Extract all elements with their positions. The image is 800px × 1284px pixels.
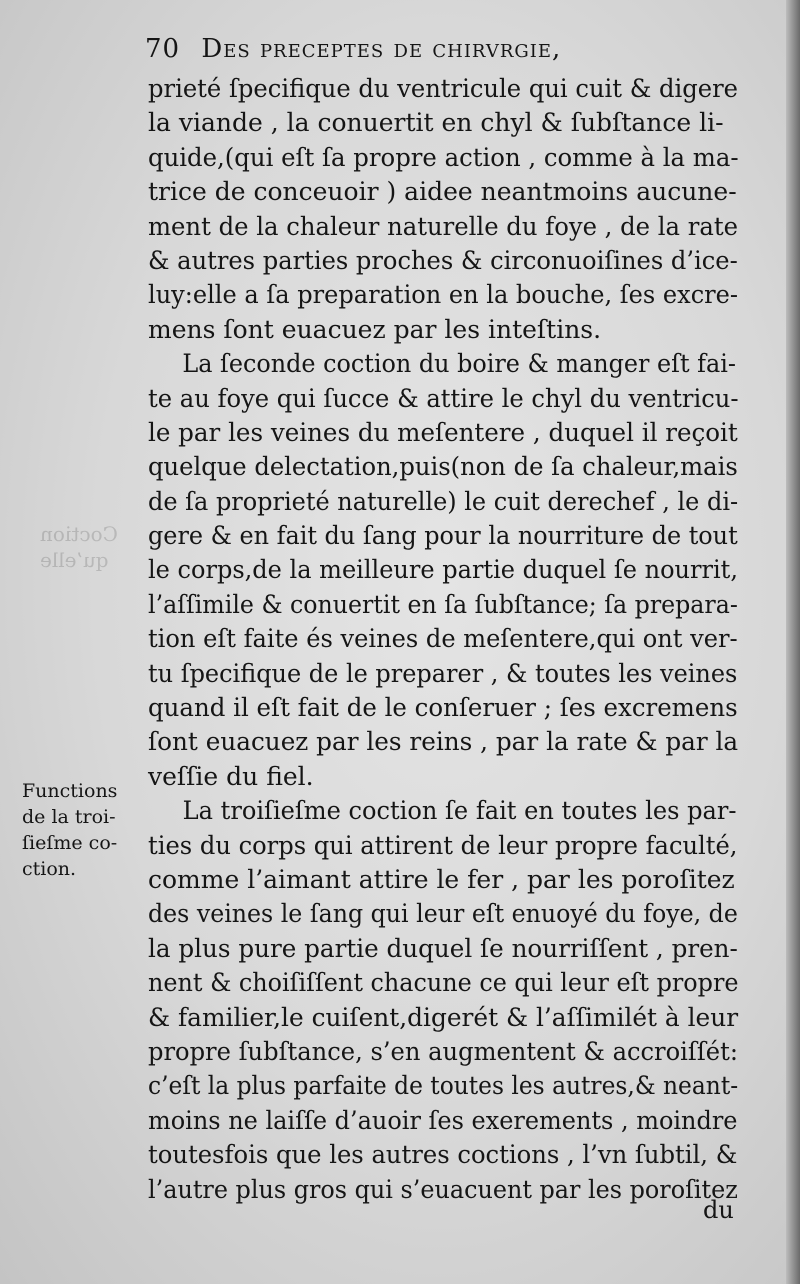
text-line: te au foye qui ſucce & attire le chyl du ventricu- [148,383,739,413]
text-line: le corps,de la meilleure partie duquel ſe nourrit, [148,555,738,585]
text-line: moins ne laiſſe d’auoir ſes exerements , moindre [148,1105,738,1135]
marginal-note-line: Functions [22,780,118,802]
text-line: quelque delectation,puis(non de ſa chaleur,mais [148,452,738,482]
text-line: c’eſt la plus parfaite de toutes les autres,& neant- [148,1071,739,1101]
marginal-note [22,778,137,882]
marginal-note-line: ſieſme co- [22,832,118,854]
marginal-note-line: ction. [22,858,77,880]
text-line: l’aſſimile & conuertit en ſa ſubſtance; ſa prepara- [148,589,738,619]
text-line: toutesfois que les autres coctions , l’vn ſubtil, & [148,1140,738,1170]
text-line: La ſeconde coction du boire & manger eſt fai- [182,349,736,379]
text-line: & autres parties proches & circonuoiſines d’ice- [148,245,738,275]
marginal-note-line: de la troi- [22,806,116,828]
text-line: ment de la chaleur naturelle du foye , de la rate [148,211,739,241]
text-line: de ſa proprieté naturelle) le cuit derechef , le di- [148,486,739,516]
text-line: nent & choiſiſſent chacune ce qui leur eſt propre [148,968,739,998]
text-line: ſont euacuez par les reins , par la rate & par la [148,727,739,757]
text-line: des veines le ſang qui leur eſt enuoyé du foye, de [148,899,738,929]
text-line: quand il eſt fait de le conſeruer ; ſes excremens [148,693,738,723]
text-line: trice de conceuoir ) aidee neantmoins aucune- [148,177,737,207]
text-line: veſſie du fiel. [148,761,314,791]
text-line: La troiſieſme coction ſe fait en toutes les par- [182,796,737,826]
running-title: Des preceptes de chirvrgie, [201,34,562,64]
page-edge [786,0,800,1284]
show-through-text: qu’elle [40,548,109,572]
show-through-text: Coction [40,522,118,546]
text-line: la viande , la conuertit en chyl & ſubſtance li- [148,108,724,138]
text-line: & familier,le cuiſent,digerét & l’aſſimilét à leur [148,1002,739,1032]
text-line: prieté ſpecifique du ventricule qui cuit & digere [148,74,739,103]
text-line: luy:elle a ſa preparation en la bouche, ſes excre- [148,280,739,310]
text-line: gere & en fait du ſang pour la nourriture de tout [148,521,738,551]
text-line: la plus pure partie duquel ſe nourriſſent , pren- [148,933,738,963]
text-line: mens ſont euacuez par les inteſtins. [148,314,602,344]
text-line: ties du corps qui attirent de leur propre faculté, [148,830,738,860]
text-line: comme l’aimant attire le fer , par les poroſitez [148,864,735,894]
page-number: 70 [145,34,181,64]
text-line: tu ſpecifique de le preparer , & toutes les veines [148,658,738,688]
page-header [145,34,745,74]
text-line: tion eſt faite és veines de meſentere,qui ont ver- [148,624,738,654]
body-text [148,72,738,1207]
text-line: quide,(qui eſt ſa propre action , comme à la ma- [148,142,739,172]
catchword: du [703,1196,734,1224]
text-line: propre ſubſtance, s’en augmentent & accroiſſét: [148,1036,738,1066]
text-line: le par les veines du meſentere , duquel il reçoit [148,417,738,447]
text-line: l’autre plus gros qui s’euacuent par les poroſitez [148,1174,738,1204]
